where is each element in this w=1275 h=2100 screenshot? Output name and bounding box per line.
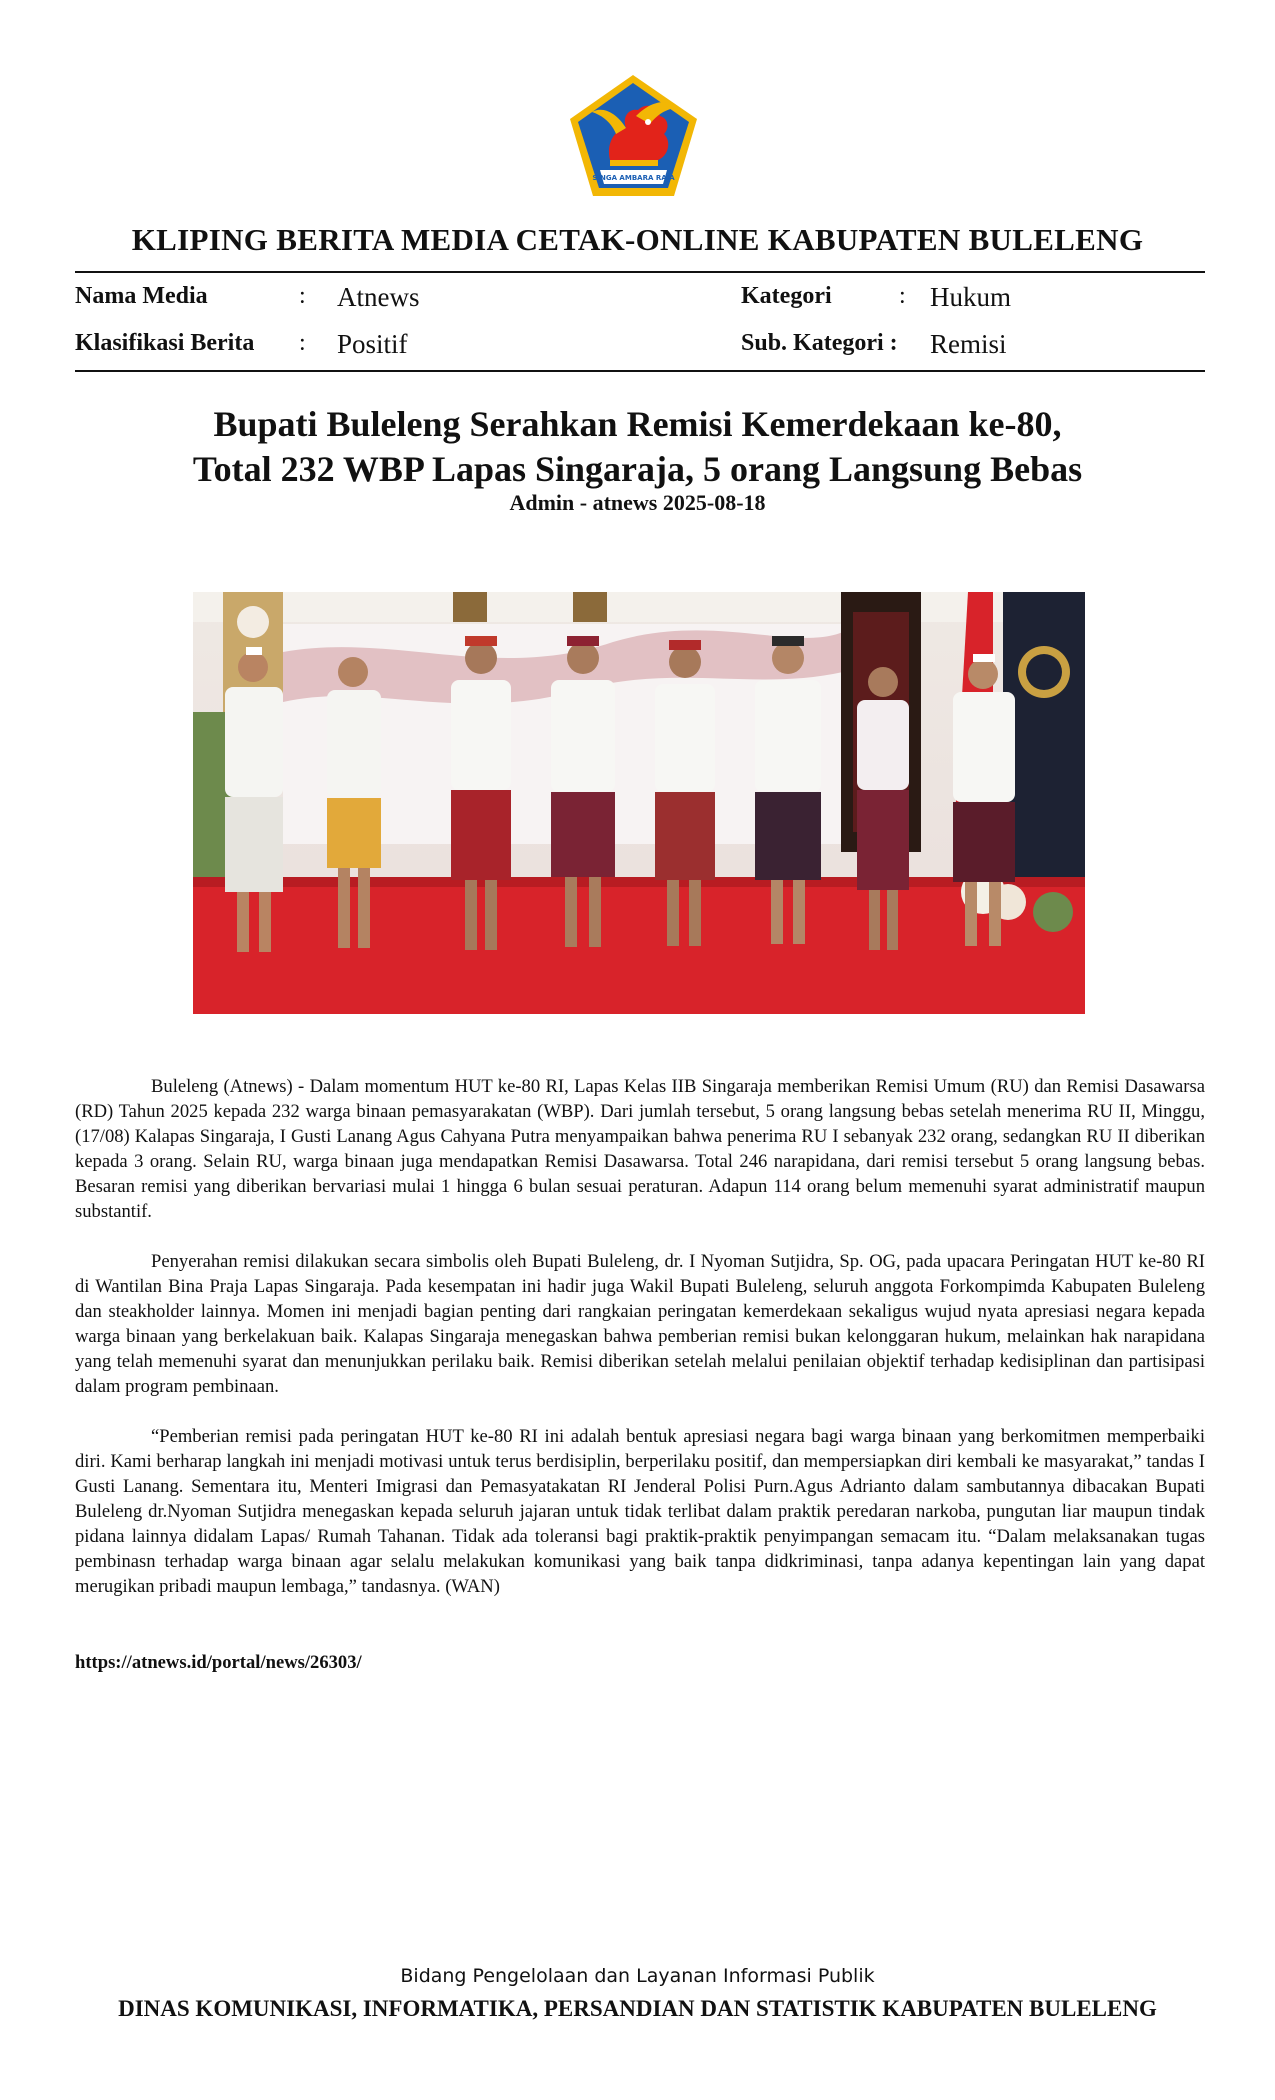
header-divider-top	[75, 271, 1205, 273]
subcategory-label: Sub. Kategori :	[741, 330, 898, 356]
category-colon: :	[899, 283, 906, 309]
article-body	[75, 1074, 1205, 1624]
footer-agency: DINAS KOMUNIKASI, INFORMATIKA, PERSANDIAN DAN STATISTIK KABUPATEN BULELENG	[118, 1996, 1157, 2021]
subcategory-value: Remisi	[930, 329, 1007, 359]
media-name-value: Atnews	[337, 282, 420, 312]
classification-value: Positif	[337, 329, 408, 359]
header-divider-bottom	[75, 370, 1205, 372]
source-link[interactable]: https://atnews.id/portal/news/26303/	[75, 1652, 362, 1673]
classification-colon: :	[299, 330, 306, 356]
kliping-title: KLIPING BERITA MEDIA CETAK-ONLINE KABUPATEN BULELENG	[131, 222, 1144, 257]
media-name-colon: :	[299, 283, 306, 309]
headline-line-2: Total 232 WBP Lapas Singaraja, 5 orang Langsung Bebas	[192, 449, 1083, 489]
article-paragraph-1: Buleleng (Atnews) - Dalam momentum HUT ke-80 RI, Lapas Kelas IIB Singaraja memberikan Remisi Umum (RU) dan Remisi Dasawarsa (RD) Tahun 2025 kepada 232 warga binaan pemasyarakatan (WBP). Dari jumlah tersebut, 5 orang langsung bebas setelah menerima RU II, Minggu, (17/08) Kalapas Singaraja, I Gusti Lanang Agus Cahyana Putra menyampaikan bahwa penerima RU I sebanyak 232 orang, sedangkan RU II diberikan kepada 3 orang. Selain RU, warga binaan juga mendapatkan Remisi Dasawarsa. Total 246 narapidana, dari remisi tersebut 5 orang langsung bebas. Besaran remisi yang diberikan bervariasi mulai 1 hingga 6 bulan sesuai peraturan. Adapun 114 orang belum memenuhi syarat administratif maupun substantif.	[75, 1076, 1205, 1222]
article-headline	[0, 402, 1275, 492]
article-byline: Admin - atnews 2025-08-18	[509, 490, 766, 515]
headline-line-1: Bupati Buleleng Serahkan Remisi Kemerdekaan ke-80,	[213, 404, 1062, 444]
article-photo	[193, 592, 1085, 1014]
article-paragraph-2: Penyerahan remisi dilakukan secara simbolis oleh Bupati Buleleng, dr. I Nyoman Sutjidra, Sp. OG, pada upacara Peringatan HUT ke-80 RI di Wantilan Bina Praja Lapas Singaraja. Pada kesempatan ini hadir juga Wakil Bupati Buleleng, seluruh anggota Forkompimda Kabupaten Buleleng dan steakholder lainnya. Momen ini menjadi bagian penting dari rangkaian peringatan kemerdekaan sekaligus wujud nyata apresiasi negara kepada warga binaan yang berkelakuan baik. Kalapas Singaraja menegaskan bahwa pemberian remisi bukan kelonggaran hukum, melainkan hak narapidana yang telah memenuhi syarat dan menunjukkan perilaku baik. Remisi diberikan setelah melalui penilaian objektif terhadap kedisiplinan dan partisipasi dalam program pembinaan.	[75, 1251, 1205, 1397]
singa-ambara-raja-emblem-icon	[566, 72, 701, 200]
svg-text:SINGA AMBARA RAJA: SINGA AMBARA RAJA	[592, 174, 675, 182]
footer-department: Bidang Pengelolaan dan Layanan Informasi Publik	[400, 1965, 875, 1987]
classification-label: Klasifikasi Berita	[75, 330, 255, 356]
article-paragraph-3: “Pemberian remisi pada peringatan HUT ke-80 RI ini adalah bentuk apresiasi negara bagi warga binaan yang berkomitmen memperbaiki diri. Kami berharap langkah ini menjadi motivasi untuk terus berdisiplin, berperilaku positif, dan mempersiapkan diri kembali ke masyarakat,” tandas I Gusti Lanang. Sementara itu, Menteri Imigrasi dan Pemasyatakatan RI Jenderal Polisi Purn.Agus Adrianto dalam sambutannya dibacakan Bupati Buleleng dr.Nyoman Sutjidra menegaskan kepada seluruh jajaran untuk tidak terlibat dalam praktik peredaran narkoba, pungutan liar maupun tindak pidana lainnya didalam Lapas/ Rumah Tahanan. Tidak ada toleransi bagi praktik-praktik penyimpangan semacam itu. “Dalam melaksanakan tugas pembinasn terhadap warga binaan agar selalu melakukan komunikasi yang baik tanpa didkriminasi, tanpa adanya kepentingan lain yang dapat merugikan pribadi maupun lembaga,” tandasnya. (WAN)	[75, 1426, 1205, 1597]
media-name-label: Nama Media	[75, 283, 208, 309]
category-label: Kategori	[741, 283, 832, 309]
ceremony-photo-illustration	[193, 592, 1085, 1014]
category-value: Hukum	[930, 282, 1011, 312]
buleleng-logo	[566, 72, 701, 200]
